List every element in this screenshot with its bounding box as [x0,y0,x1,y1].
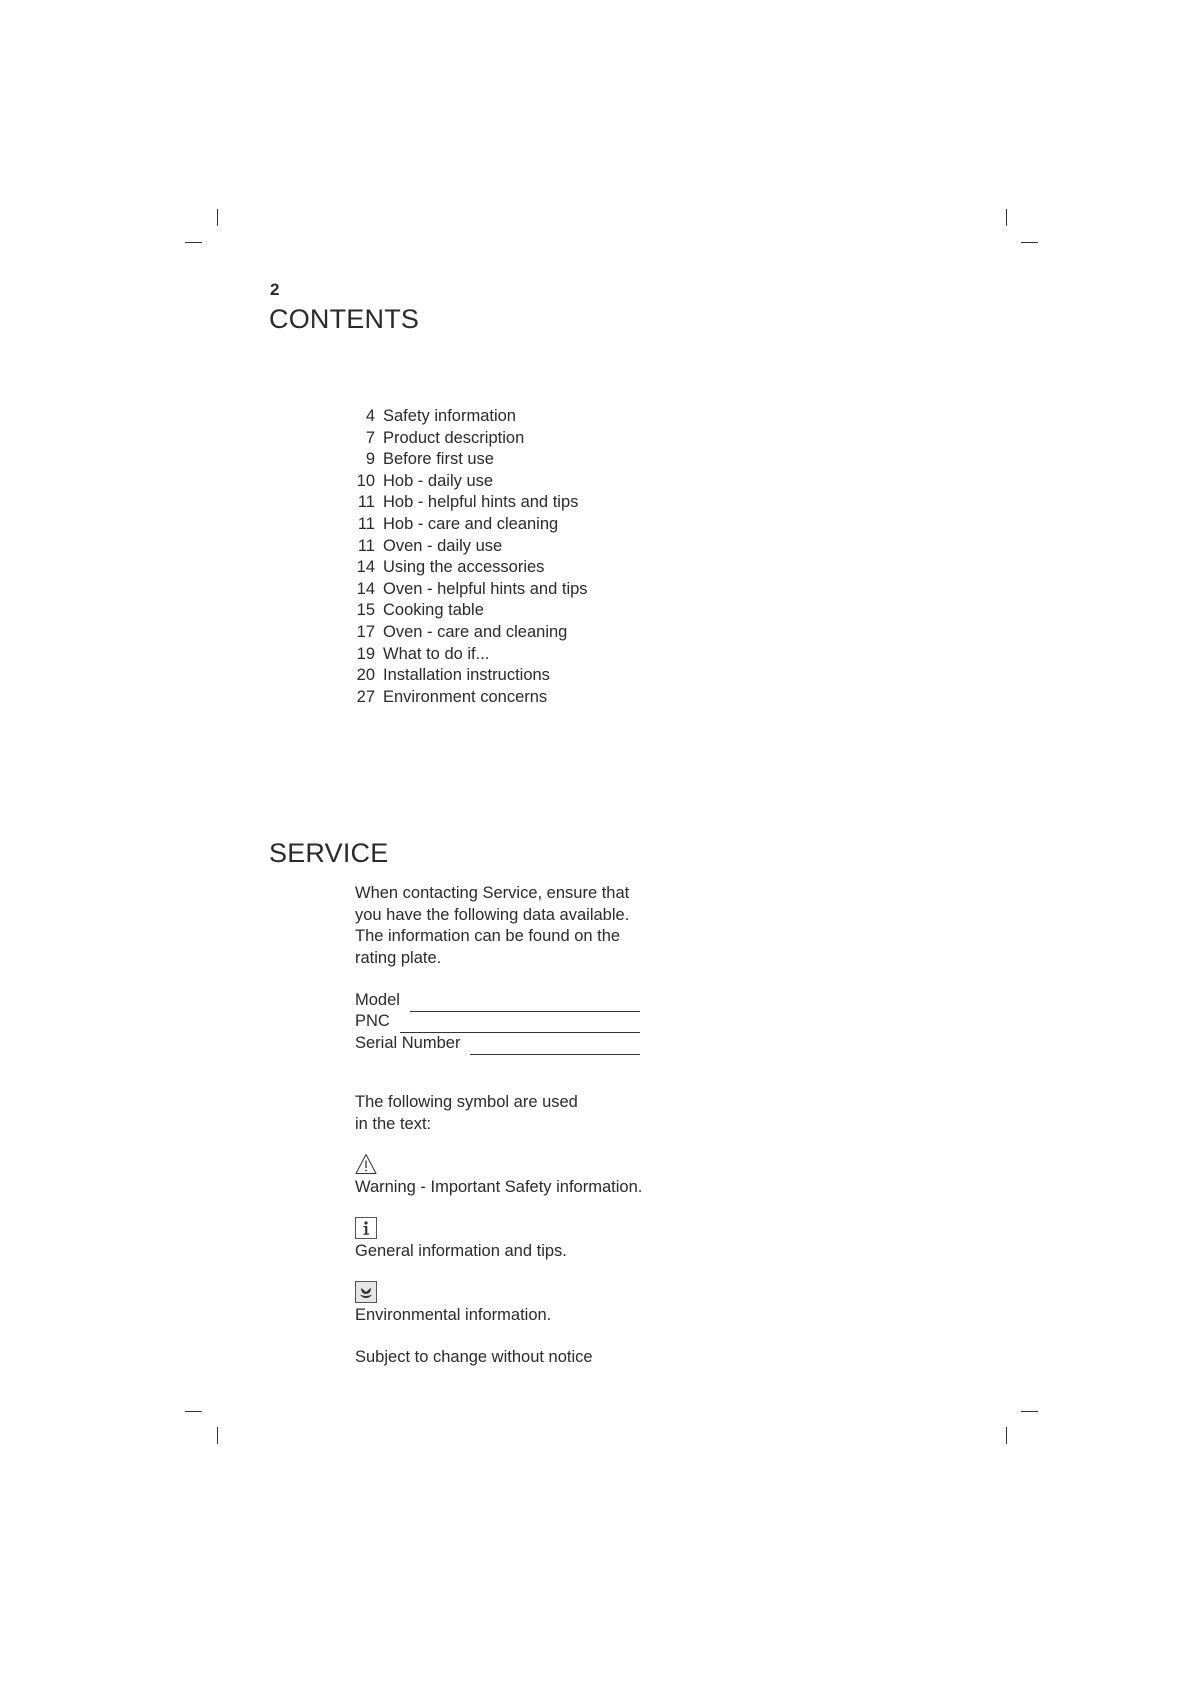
symbols-intro [355,1092,615,1135]
toc-page-number: 14 [356,558,375,577]
model-field [355,990,640,1012]
toc-item [355,644,588,666]
symbol-info [355,1217,675,1263]
toc-page-number: 11 [357,536,375,555]
rating-plate-fields [355,990,675,1055]
field-label: PNC [355,1012,390,1031]
toc-label: Oven - helpful hints and tips [383,579,588,598]
toc-label: Hob - helpful hints and tips [383,493,579,512]
toc-page-number: 11 [357,514,375,533]
toc-item [355,665,588,687]
crop-mark [1006,209,1007,226]
toc-label: Environment concerns [383,687,548,706]
toc-label: Installation instructions [383,666,550,685]
toc-page-number: 11 [357,493,375,512]
crop-mark [185,242,202,243]
symbols-intro-line: The following symbol are used [355,1092,578,1111]
toc-page-number: 7 [365,428,375,447]
toc-item [355,492,588,514]
service-title: SERVICE [269,838,389,868]
toc-item [355,622,588,644]
toc-item [355,557,588,579]
toc-label: Using the accessories [383,558,545,577]
toc-page-number: 15 [356,601,375,620]
info-icon [355,1217,377,1239]
write-in-line [470,1039,640,1055]
toc-label: Hob - care and cleaning [383,514,559,533]
contents-title: CONTENTS [269,304,420,334]
toc-page-number: 14 [356,579,375,598]
toc-item [355,687,588,709]
toc-label: What to do if... [383,644,490,663]
toc-label: Cooking table [383,601,484,620]
toc-page-number: 19 [356,644,375,663]
change-notice: Subject to change without notice [355,1348,593,1367]
symbols-intro-line: in the text: [355,1114,432,1133]
toc-item [355,449,588,471]
toc-page-number: 27 [356,687,375,706]
symbol-warning [355,1153,675,1199]
toc-label: Oven - daily use [383,536,503,555]
symbol-description: Warning - Important Safety information. [355,1178,643,1197]
crop-mark [217,209,218,226]
toc-page-number: 10 [356,471,375,490]
toc-item [355,406,588,428]
symbol-description: Environmental information. [355,1305,552,1324]
symbol-description: General information and tips. [355,1241,567,1260]
symbol-environment [355,1281,675,1327]
field-label: Model [355,990,400,1009]
toc-item [355,536,588,558]
toc-page-number: 9 [365,450,375,469]
toc-item [355,600,588,622]
toc-item [355,579,588,601]
write-in-line [400,1017,640,1033]
toc-page-number: 17 [356,622,375,641]
toc-page-number: 4 [365,407,375,425]
toc-item [355,428,588,450]
toc-label: Oven - care and cleaning [383,622,568,641]
toc-item [355,471,588,493]
toc-item [355,514,588,536]
service-intro: When contacting Service, ensure that you have the following data available. The information can be found on the rating plate. [355,884,630,968]
service-section [355,883,675,1369]
warning-triangle-icon [355,1153,377,1175]
toc-label: Safety information [383,407,516,425]
crop-mark [217,1427,218,1444]
crop-mark [185,1411,202,1412]
toc-label: Product description [383,428,525,447]
crop-mark [1021,1411,1038,1412]
serial-number-field [355,1033,640,1055]
field-label: Serial Number [355,1034,461,1053]
crop-mark [1021,242,1038,243]
table-of-contents [355,406,588,708]
pnc-field [355,1012,640,1034]
toc-label: Hob - daily use [383,471,494,490]
environment-icon [355,1281,377,1303]
toc-label: Before first use [383,450,494,469]
toc-page-number: 20 [356,666,375,685]
page-number: 2 [270,280,280,299]
write-in-line [410,996,640,1012]
crop-mark [1006,1427,1007,1444]
